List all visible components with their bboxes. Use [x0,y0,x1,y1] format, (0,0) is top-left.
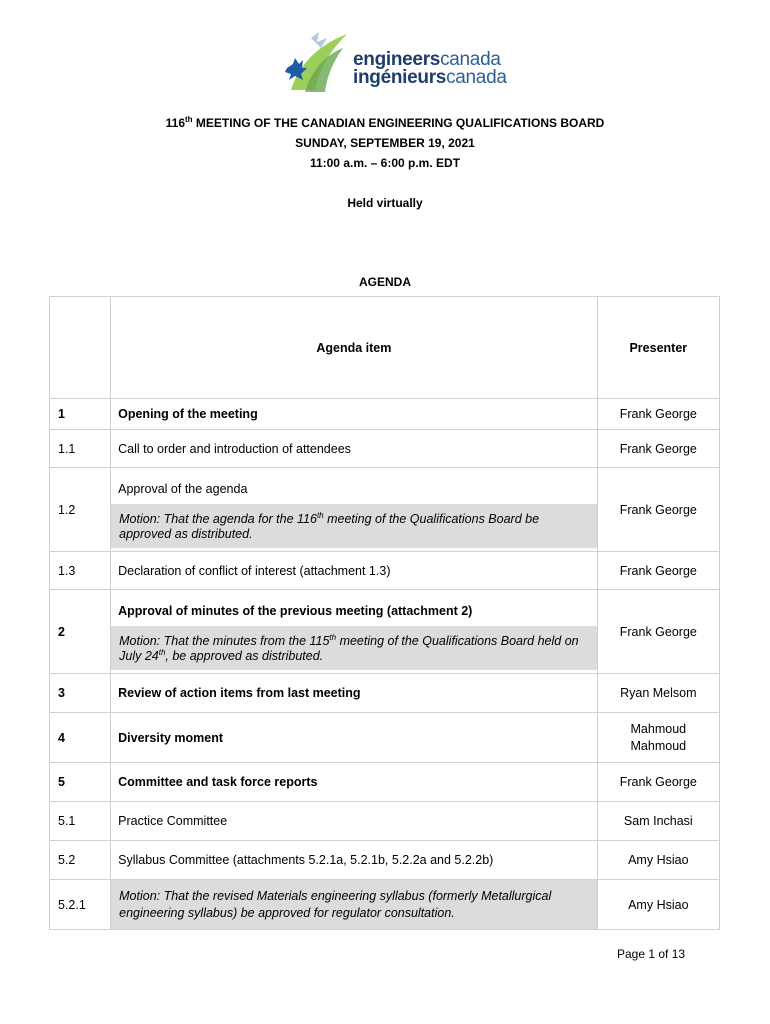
header-presenter-cell: Presenter [597,297,719,399]
agenda-title: AGENDA [358,275,411,289]
item-presenter: Amy Hsiao [597,841,719,880]
item-presenter: Frank George [597,399,719,430]
table-row [50,468,720,552]
item-presenter: Mahmoud Mahmoud [597,713,719,763]
table-row [50,802,720,841]
table-row [50,713,720,763]
header-num-cell [50,297,111,399]
item-number: 5.2 [50,841,111,880]
motion-text: Motion: That the agenda for the 116th meeting of the Qualifications Board be approved as distributed. [111,504,597,548]
item-title: Review of action items from last meeting [111,674,598,713]
item-title: Practice Committee [111,802,598,841]
item-presenter: Amy Hsiao [597,880,719,930]
item-number: 3 [50,674,111,713]
item-title: Approval of minutes of the previous meeting (attachment 2) [118,603,473,618]
item-number: 1.1 [50,430,111,468]
item-title: Committee and task force reports [111,763,598,802]
meeting-location: Held virtually [347,196,423,210]
item-number: 5 [50,763,111,802]
item-presenter: Sam Inchasi [597,802,719,841]
table-row [50,674,720,713]
header-item-cell: Agenda item [111,297,598,399]
table-row [50,880,720,930]
agenda-table [49,296,720,930]
item-number: 2 [50,590,111,674]
item-title: Syllabus Committee (attachments 5.2.1a, 5.2.1b, 5.2.2a and 5.2.2b) [111,841,598,880]
item-title: Declaration of conflict of interest (attachment 1.3) [111,552,598,590]
item-number: 1 [50,399,111,430]
engineers-canada-logo [281,28,507,100]
maple-leaf-icon [281,28,353,100]
item-presenter: Frank George [597,430,719,468]
table-row [50,552,720,590]
item-title: Diversity moment [111,713,598,763]
table-header-row [50,297,720,399]
item-number: 5.1 [50,802,111,841]
logo-wordmark: engineerscanada ingénieurscanada [353,49,507,88]
item-presenter: Frank George [597,763,719,802]
item-title: Opening of the meeting [111,399,598,430]
motion-text: Motion: That the revised Materials engineering syllabus (formerly Metallurgical engineering syllabus) be approved for regulator consultation. [111,880,598,930]
item-presenter: Frank George [597,468,719,552]
meeting-date: SUNDAY, SEPTEMBER 19, 2021 [295,136,475,150]
page-number: Page 1 of 13 [617,947,686,961]
item-presenter: Frank George [597,590,719,674]
item-number: 5.2.1 [50,880,111,930]
motion-text: Motion: That the minutes from the 115th meeting of the Qualifications Board held on July 24th, be approved as distributed. [111,626,597,670]
item-title: Approval of the agenda [118,481,248,496]
table-row [50,841,720,880]
meeting-time: 11:00 a.m. – 6:00 p.m. EDT [309,156,461,170]
item-number: 1.3 [50,552,111,590]
table-row [50,399,720,430]
table-row [50,763,720,802]
item-number: 1.2 [50,468,111,552]
item-number: 4 [50,713,111,763]
item-title: Call to order and introduction of attendees [111,430,598,468]
item-presenter: Ryan Melsom [597,674,719,713]
table-row [50,590,720,674]
item-presenter: Frank George [597,552,719,590]
table-row [50,430,720,468]
meeting-title: 116th MEETING OF THE CANADIAN ENGINEERING QUALIFICATIONS BOARD [165,115,605,130]
